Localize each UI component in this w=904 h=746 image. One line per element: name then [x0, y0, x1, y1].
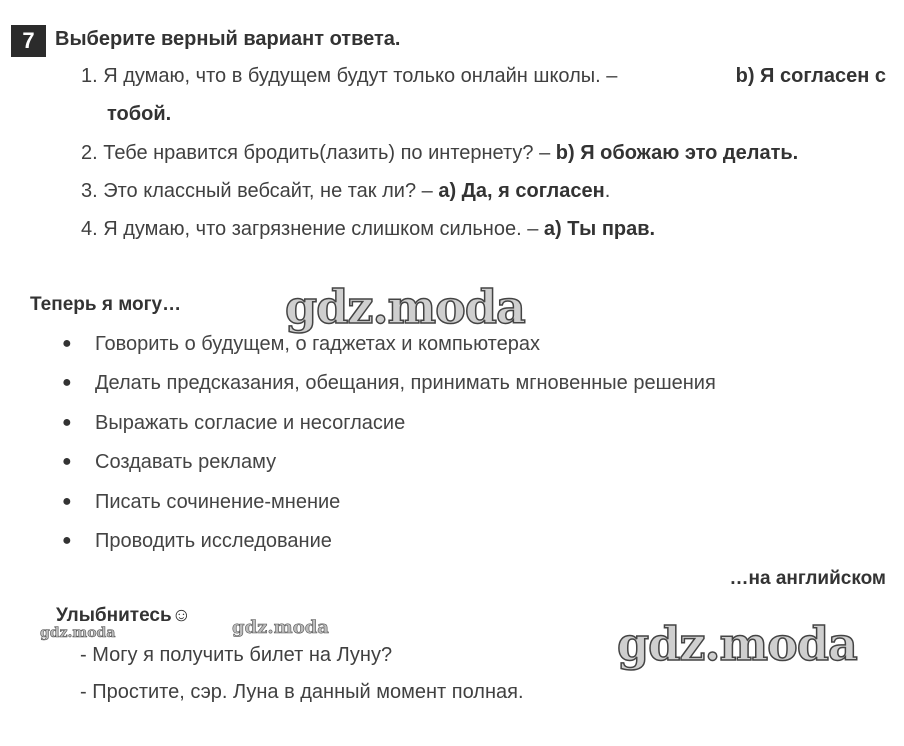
skill-item-label: Делать предсказания, обещания, принимать мгновенные решения	[95, 372, 716, 394]
watermark-small-left: gdz.moda	[40, 625, 116, 641]
skill-item-1	[0, 333, 904, 359]
exercise-item-2-answer: b) Я обожаю это делать.	[555, 142, 799, 164]
watermark-large-bottom: gdz.moda	[617, 617, 857, 671]
bullet-icon: ●	[62, 493, 72, 510]
smile-title: Улыбнитесь☺	[56, 605, 192, 626]
now-i-can-title: Теперь я могу…	[30, 294, 182, 315]
exercise-number: 7	[22, 28, 35, 53]
skill-item-2	[0, 372, 904, 398]
skill-item-4	[0, 451, 904, 477]
skill-item-3	[0, 412, 904, 438]
exercise-item-1-answer-cont: тобой.	[107, 103, 172, 125]
watermark-small-center: gdz.moda	[232, 617, 329, 638]
bullet-icon: ●	[62, 335, 72, 352]
exercise-item-2-question: 2. Тебе нравится бродить(лазить) по интернету? –	[81, 142, 556, 164]
exercise-item-3-answer: a) Да, я согласен	[438, 180, 605, 202]
skill-item-label: Писать сочинение-мнение	[95, 491, 341, 513]
skill-item-5	[0, 491, 904, 517]
skill-item-label: Создавать рекламу	[95, 451, 277, 473]
bullet-icon: ●	[62, 374, 72, 391]
joke-line-1: - Могу я получить билет на Луну?	[80, 644, 393, 666]
bullet-icon: ●	[62, 532, 72, 549]
exercise-number-badge	[11, 25, 46, 57]
exercise-item-1-answer: b) Я согласен с	[735, 65, 886, 87]
exercise-item-3-tail: .	[604, 180, 611, 202]
skill-item-label: Выражать согласие и несогласие	[95, 412, 406, 434]
watermark-large: gdz.moda	[285, 280, 525, 334]
joke-line-2: - Простите, сэр. Луна в данный момент полная.	[80, 681, 524, 703]
skill-item-6	[0, 530, 904, 556]
exercise-item-3-question: 3. Это классный вебсайт, не так ли? –	[81, 180, 439, 202]
exercise-item-3	[81, 180, 610, 203]
exercise-item-4-question: 4. Я думаю, что загрязнение слишком сильное. –	[81, 218, 544, 240]
exercise-item-4-answer: a) Ты прав.	[543, 218, 656, 240]
skill-item-label: Проводить исследование	[95, 530, 332, 552]
exercise-item-4	[81, 218, 655, 241]
bullet-icon: ●	[62, 414, 72, 431]
exercise-item-1	[81, 65, 886, 88]
in-english-footer: …на английском	[729, 568, 886, 589]
exercise-item-1-question: 1. Я думаю, что в будущем будут только онлайн школы. –	[81, 65, 618, 87]
bullet-icon: ●	[62, 453, 72, 470]
exercise-item-1-continuation	[107, 103, 171, 126]
exercise-heading: Выберите верный вариант ответа.	[55, 28, 401, 50]
skill-item-label: Говорить о будущем, о гаджетах и компьютерах	[95, 333, 540, 355]
exercise-item-2	[81, 142, 798, 165]
